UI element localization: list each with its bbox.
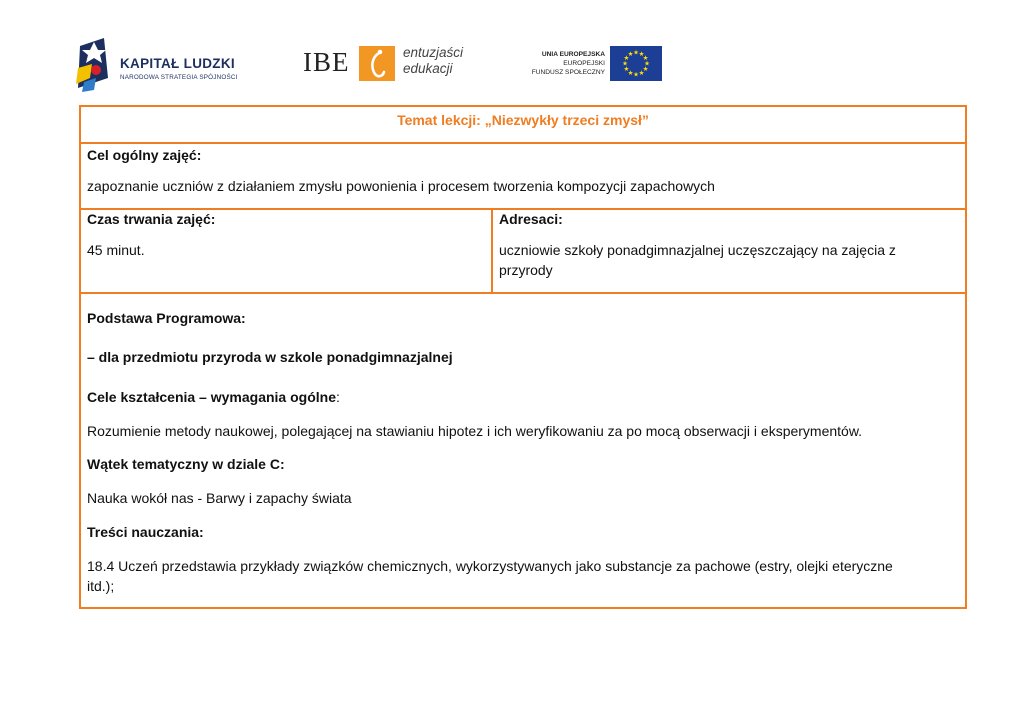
eu-line-1: UNIA EUROPEJSKA	[541, 51, 605, 58]
header-logos	[0, 0, 1024, 100]
audience-heading: Adresaci:	[499, 211, 563, 227]
lesson-title: Temat lekcji: „Niezwykły trzeci zmysł”	[397, 112, 649, 128]
aims-colon: :	[336, 389, 340, 405]
audience-text-line-1: uczniowie szkoły ponadgimnazjalnej uczęszczający na zajęcia z	[499, 242, 896, 258]
eu-star-icon: ★	[627, 70, 634, 78]
lesson-plan-table	[79, 105, 967, 609]
kapital-ludzki-logo	[74, 38, 244, 92]
eu-line-2: EUROPEJSKI	[563, 60, 605, 67]
kapital-ludzki-title: KAPITAŁ LUDZKI	[120, 56, 235, 71]
eu-logo	[526, 46, 666, 82]
row-divider	[81, 142, 965, 144]
duration-heading: Czas trwania zajęć:	[87, 211, 216, 227]
thread-text: Nauka wokół nas - Barwy i zapachy świata	[87, 490, 352, 506]
row-divider	[81, 292, 965, 294]
column-divider	[491, 208, 493, 293]
content-heading: Treści nauczania:	[87, 524, 204, 540]
goal-heading: Cel ogólny zajęć:	[87, 147, 202, 163]
eu-star-icon: ★	[644, 60, 650, 68]
eu-star-icon: ★	[623, 55, 630, 63]
aims-text: Rozumienie metody naukowej, polegającej na stawianiu hipotez i ich weryfikowaniu za po mocą obserwacji i eksperymentów.	[87, 423, 863, 439]
content-text-line-1: 18.4 Uczeń przedstawia przykłady związków chemicznych, wykorzystywanych jako substancje za pachowe (estry, olejki eteryczne	[87, 558, 893, 574]
eu-line-3: FUNDUSZ SPOŁECZNY	[531, 69, 605, 76]
program-heading: Podstawa Programowa:	[87, 310, 246, 326]
eu-star-icon: ★	[633, 71, 639, 79]
duration-text: 45 minut.	[87, 242, 145, 258]
eu-star-icon: ★	[633, 49, 639, 57]
ibe-tagline-2: edukacji	[403, 61, 453, 76]
ibe-logo	[303, 44, 473, 84]
eu-star-icon: ★	[627, 51, 634, 59]
content-text-line-2: itd.);	[87, 578, 115, 594]
eu-star-icon: ★	[622, 60, 628, 68]
ibe-tagline-1: entuzjaści	[403, 45, 464, 60]
kapital-ludzki-subtitle: NARODOWA STRATEGIA SPÓJNOŚCI	[120, 74, 238, 81]
ibe-swirl-icon	[359, 46, 395, 81]
program-subject: – dla przedmiotu przyroda w szkole ponadgimnazjalnej	[87, 349, 453, 365]
eu-star-icon: ★	[642, 66, 649, 74]
eu-flag-icon	[610, 46, 662, 81]
audience-text-line-2: przyrody	[499, 262, 553, 278]
aims-heading: Cele kształcenia – wymagania ogólne	[87, 389, 336, 405]
aims-heading-line	[87, 387, 340, 407]
eu-star-icon: ★	[638, 51, 645, 59]
eu-star-icon: ★	[642, 55, 649, 63]
kapital-ludzki-emblem-icon	[74, 38, 118, 92]
thread-heading: Wątek tematyczny w dziale C:	[87, 456, 285, 472]
goal-text: zapoznanie uczniów z działaniem zmysłu powonienia i procesem tworzenia kompozycji zapachowych	[87, 178, 715, 194]
eu-star-icon: ★	[638, 70, 645, 78]
eu-star-icon: ★	[623, 66, 630, 74]
ibe-acronym: IBE	[303, 47, 350, 77]
